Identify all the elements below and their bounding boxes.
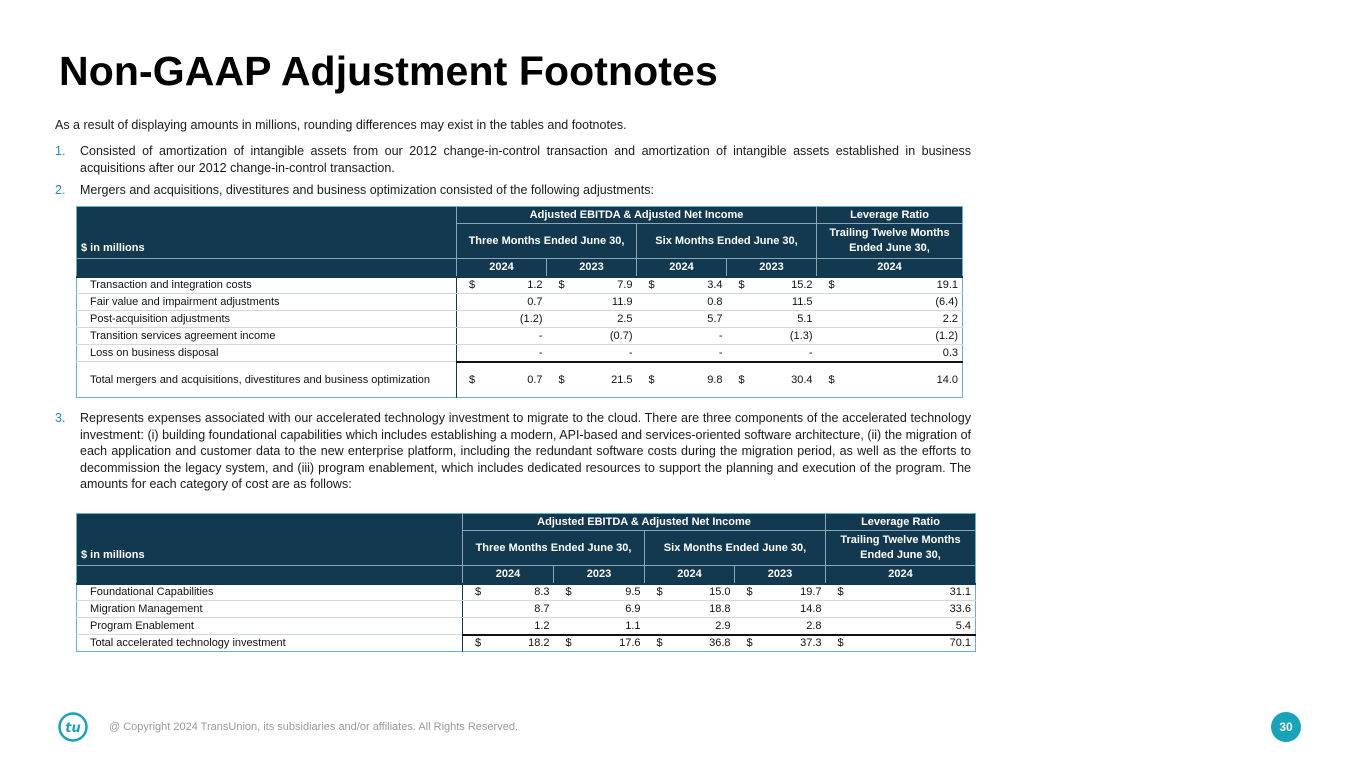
value-cell: [817, 345, 963, 362]
value-cell: [645, 618, 735, 635]
currency-symbol: [551, 330, 559, 342]
value-cell: [645, 601, 735, 618]
amount: 9.8: [707, 373, 723, 386]
currency-symbol: $: [558, 373, 565, 386]
currency-symbol: [830, 603, 838, 615]
total-row: [77, 362, 963, 398]
group-header-ebitda: Adjusted EBITDA & Adjusted Net Income: [463, 514, 826, 531]
transunion-logo-icon: [57, 711, 89, 743]
value-cell: [817, 277, 963, 294]
value-cell: [727, 328, 817, 345]
amount: 5.7: [707, 313, 723, 325]
year-header: 2024: [457, 259, 547, 277]
amount: 8.3: [534, 586, 550, 599]
currency-symbol: [551, 296, 559, 308]
amount: 14.8: [800, 603, 822, 615]
currency-symbol: $: [565, 637, 572, 650]
currency-symbol: [461, 347, 469, 359]
amount: 18.8: [709, 603, 731, 615]
mergers-acquisitions-table: [76, 206, 963, 398]
currency-symbol: [731, 330, 739, 342]
row-label: Post-acquisition adjustments: [77, 311, 457, 328]
table-row: [77, 584, 976, 601]
table-row: [77, 345, 963, 362]
value-cell: [817, 311, 963, 328]
currency-symbol: [731, 296, 739, 308]
value-cell: [735, 584, 826, 601]
table-row: [77, 618, 976, 635]
value-cell: [637, 311, 727, 328]
year-header: 2024: [463, 566, 554, 584]
amount: 33.6: [949, 603, 972, 615]
value-cell: [554, 584, 645, 601]
rounding-disclaimer: As a result of displaying amounts in millions, rounding differences may exist in the tables and footnotes.: [55, 118, 627, 132]
amount: 31.1: [949, 586, 972, 599]
currency-symbol: [821, 330, 829, 342]
footnote-number: 2.: [55, 183, 66, 197]
amount: (0.7): [609, 330, 633, 342]
period-trailing-twelve: Trailing Twelve Months Ended June 30,: [826, 531, 976, 566]
amount: 18.2: [528, 637, 550, 650]
row-label: Program Enablement: [77, 618, 463, 635]
amount: -: [538, 346, 543, 359]
period-six-months: Six Months Ended June 30,: [637, 224, 817, 259]
amount: 5.1: [797, 313, 813, 325]
value-cell: [547, 328, 637, 345]
currency-symbol: [649, 620, 657, 632]
copyright-notice: @ Copyright 2024 TransUnion, its subsidiaries and/or affiliates. All Rights Reserved.: [109, 721, 518, 733]
value-cell: [637, 328, 727, 345]
value-cell: [735, 635, 826, 652]
value-cell: [457, 328, 547, 345]
currency-symbol: [821, 296, 829, 308]
amount: (1.3): [789, 330, 813, 342]
currency-symbol: [739, 620, 747, 632]
value-cell: [826, 584, 976, 601]
value-cell: [727, 277, 817, 294]
row-label: Total mergers and acquisitions, divestitures and business optimization: [77, 362, 457, 398]
value-cell: [637, 277, 727, 294]
value-cell: [457, 277, 547, 294]
amount: 36.8: [709, 637, 731, 650]
currency-symbol: $: [828, 373, 835, 386]
period-trailing-twelve: Trailing Twelve Months Ended June 30,: [817, 224, 963, 259]
amount: -: [628, 346, 633, 359]
footnote-text: Mergers and acquisitions, divestitures and business optimization consisted of the following adjustments:: [80, 183, 654, 197]
total-row: [77, 635, 976, 652]
units-label: $ in millions: [77, 207, 457, 259]
value-cell: [457, 345, 547, 362]
currency-symbol: [641, 330, 649, 342]
value-cell: [463, 635, 554, 652]
page-number-badge: 30: [1271, 712, 1301, 742]
amount: 7.9: [617, 279, 633, 292]
row-label: Foundational Capabilities: [77, 584, 463, 601]
currency-symbol: [830, 620, 838, 632]
value-cell: [547, 362, 637, 398]
value-cell: [727, 362, 817, 398]
currency-symbol: $: [648, 373, 655, 386]
currency-symbol: $: [558, 279, 565, 292]
value-cell: [637, 294, 727, 311]
value-cell: [463, 584, 554, 601]
amount: 30.4: [791, 373, 813, 386]
amount: 2.9: [715, 619, 731, 632]
currency-symbol: [641, 296, 649, 308]
value-cell: [457, 362, 547, 398]
value-cell: [637, 345, 727, 362]
amount: 14.0: [936, 373, 959, 386]
period-three-months: Three Months Ended June 30,: [457, 224, 637, 259]
currency-symbol: $: [837, 637, 844, 650]
amount: 1.2: [534, 619, 550, 632]
amount: 15.0: [709, 586, 731, 599]
year-header: 2024: [817, 259, 963, 277]
value-cell: [463, 601, 554, 618]
amount: 11.5: [791, 296, 813, 308]
amount: 2.5: [617, 313, 633, 325]
footnote-1: [55, 143, 971, 176]
footnote-3: [55, 410, 971, 493]
year-header: 2023: [547, 259, 637, 277]
currency-symbol: $: [746, 586, 753, 599]
units-label: $ in millions: [77, 514, 463, 566]
row-label: Transition services agreement income: [77, 328, 457, 345]
value-cell: [547, 294, 637, 311]
amount: -: [718, 346, 723, 359]
table-row: [77, 277, 963, 294]
footnote-2: [55, 182, 971, 199]
amount: 37.3: [800, 637, 822, 650]
currency-symbol: $: [837, 586, 844, 599]
currency-symbol: [551, 313, 559, 325]
page-title: Non-GAAP Adjustment Footnotes: [59, 48, 718, 94]
row-label: Total accelerated technology investment: [77, 635, 463, 652]
amount: 19.7: [800, 586, 822, 599]
row-label: Loss on business disposal: [77, 345, 457, 362]
currency-symbol: $: [656, 637, 663, 650]
amount: 0.7: [527, 296, 543, 308]
amount: 19.1: [936, 279, 959, 292]
amount: (1.2): [519, 313, 543, 325]
value-cell: [645, 635, 735, 652]
row-label: Transaction and integration costs: [77, 277, 457, 294]
value-cell: [645, 584, 735, 601]
value-cell: [817, 328, 963, 345]
currency-symbol: [461, 330, 469, 342]
value-cell: [817, 294, 963, 311]
value-cell: [727, 345, 817, 362]
value-cell: [554, 618, 645, 635]
value-cell: [554, 635, 645, 652]
footnote-number: 3.: [55, 411, 66, 425]
amount: 3.4: [707, 279, 723, 292]
table-row: [77, 601, 976, 618]
currency-symbol: $: [656, 586, 663, 599]
value-cell: [547, 277, 637, 294]
currency-symbol: [641, 313, 649, 325]
value-cell: [826, 635, 976, 652]
currency-symbol: $: [738, 279, 745, 292]
currency-symbol: $: [469, 279, 476, 292]
year-header: 2024: [826, 566, 976, 584]
currency-symbol: [821, 347, 829, 359]
year-header: 2023: [727, 259, 817, 277]
value-cell: [457, 311, 547, 328]
value-cell: [735, 601, 826, 618]
year-header: 2023: [735, 566, 826, 584]
currency-symbol: $: [475, 586, 482, 599]
currency-symbol: [558, 603, 566, 615]
currency-symbol: $: [828, 279, 835, 292]
amount: 1.1: [625, 619, 641, 632]
amount: (6.4): [935, 296, 959, 308]
value-cell: [826, 601, 976, 618]
amount: -: [718, 330, 723, 342]
amount: 8.7: [534, 603, 550, 615]
value-cell: [735, 618, 826, 635]
table-row: [77, 294, 963, 311]
value-cell: [547, 345, 637, 362]
value-cell: [817, 362, 963, 398]
group-header-ebitda: Adjusted EBITDA & Adjusted Net Income: [457, 207, 817, 224]
value-cell: [463, 618, 554, 635]
amount: 0.7: [527, 373, 543, 386]
amount: -: [808, 346, 813, 359]
group-header-leverage: Leverage Ratio: [817, 207, 963, 224]
currency-symbol: [551, 347, 559, 359]
currency-symbol: [739, 603, 747, 615]
value-cell: [457, 294, 547, 311]
year-header: 2023: [554, 566, 645, 584]
period-three-months: Three Months Ended June 30,: [463, 531, 645, 566]
amount: 2.8: [806, 619, 822, 632]
currency-symbol: [649, 603, 657, 615]
year-header: 2024: [637, 259, 727, 277]
currency-symbol: $: [738, 373, 745, 386]
currency-symbol: [461, 313, 469, 325]
table-row: [77, 328, 963, 345]
amount: -: [538, 330, 543, 342]
year-header: 2024: [645, 566, 735, 584]
value-cell: [727, 294, 817, 311]
currency-symbol: $: [746, 637, 753, 650]
row-label: Migration Management: [77, 601, 463, 618]
currency-symbol: [558, 620, 566, 632]
amount: 15.2: [791, 279, 813, 292]
period-six-months: Six Months Ended June 30,: [645, 531, 826, 566]
amount: 11.9: [611, 296, 633, 308]
currency-symbol: [641, 347, 649, 359]
amount: 9.5: [625, 586, 641, 599]
row-label: Fair value and impairment adjustments: [77, 294, 457, 311]
amount: 17.6: [619, 637, 641, 650]
value-cell: [547, 311, 637, 328]
amount: (1.2): [935, 330, 959, 342]
amount: 5.4: [955, 619, 972, 632]
footnote-text: Represents expenses associated with our accelerated technology investment to migrate to the cloud. There are three components of the accelerated technology investment: (i) building foundational capabilities which includes establishing a modern, API-based and services-oriented software architecture, (ii) the migration of each application and customer data to the new enterprise platform, including the redundant software costs during the migration period, as well as the efforts to decommission the legacy system, and (iii) program enablement, which includes dedicated resources to support the planning and execution of the program. The amounts for each category of cost are as follows:: [80, 411, 971, 491]
value-cell: [826, 618, 976, 635]
currency-symbol: $: [475, 637, 482, 650]
amount: 6.9: [625, 603, 641, 615]
value-cell: [554, 601, 645, 618]
amount: 2.2: [942, 313, 959, 325]
amount: 0.3: [942, 346, 959, 359]
currency-symbol: [467, 603, 475, 615]
currency-symbol: [731, 347, 739, 359]
table-row: [77, 311, 963, 328]
currency-symbol: $: [648, 279, 655, 292]
currency-symbol: [461, 296, 469, 308]
amount: 70.1: [949, 637, 972, 650]
currency-symbol: [731, 313, 739, 325]
footnote-number: 1.: [55, 144, 66, 158]
value-cell: [637, 362, 727, 398]
group-header-leverage: Leverage Ratio: [826, 514, 976, 531]
logo-text: tu: [65, 721, 81, 736]
amount: 21.5: [611, 373, 633, 386]
currency-symbol: [467, 620, 475, 632]
currency-symbol: $: [565, 586, 572, 599]
amount: 0.8: [707, 296, 723, 308]
amount: 1.2: [527, 279, 543, 292]
currency-symbol: [821, 313, 829, 325]
footnote-text: Consisted of amortization of intangible assets from our 2012 change-in-control transaction and amortization of intangible assets established in business acquisitions after our 2012 change-in-control transaction.: [80, 144, 971, 175]
value-cell: [727, 311, 817, 328]
technology-investment-table: [76, 513, 976, 652]
currency-symbol: $: [469, 373, 476, 386]
